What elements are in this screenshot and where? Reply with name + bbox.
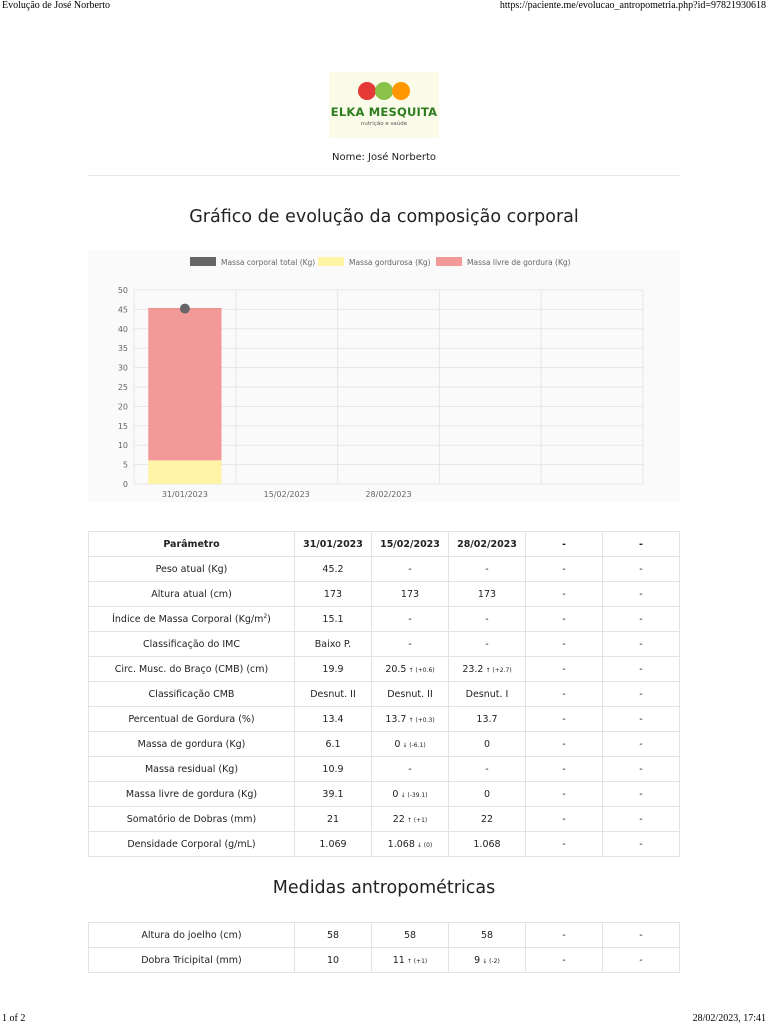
print-header-url: https://paciente.me/evolucao_antropometria.php?id=97821930618 (499, 0, 766, 11)
evolution-table (88, 531, 680, 857)
cell-value: 6.1 (325, 738, 341, 750)
table-cell (526, 582, 603, 607)
y-tick-label: 45 (117, 305, 128, 315)
measures-title: Medidas antropométricas (272, 878, 496, 898)
table-cell (449, 582, 526, 607)
cell-value: - (639, 788, 643, 800)
table-cell (372, 632, 449, 657)
table-cell (603, 732, 680, 757)
table-cell (449, 782, 526, 807)
chart-title: Gráfico de evolução da composição corporal (189, 207, 579, 227)
row-label-text: Massa residual (Kg) (144, 763, 239, 775)
table-cell (603, 632, 680, 657)
table-cell (372, 682, 449, 707)
row-label-text: Densidade Corporal (g/mL) (127, 838, 256, 850)
cell-value: - (562, 838, 566, 850)
table-cell (372, 707, 449, 732)
cell-value: 10.9 (322, 763, 344, 775)
row-label-text: Altura atual (cm) (151, 588, 232, 600)
table-cell (372, 732, 449, 757)
row-label (89, 757, 295, 782)
table-cell (295, 607, 372, 632)
y-tick-label: 35 (117, 344, 128, 354)
cell-value: - (639, 713, 643, 725)
header-divider (88, 175, 680, 176)
table-cell (449, 607, 526, 632)
row-label-text: Classificação do IMC (142, 638, 241, 650)
row-label (89, 807, 295, 832)
row-label-text: Massa livre de gordura (Kg) (125, 788, 258, 800)
table-cell (603, 757, 680, 782)
cell-value: - (639, 563, 643, 575)
legend-swatch (436, 257, 462, 266)
table-cell (603, 657, 680, 682)
y-tick-label: 10 (117, 441, 128, 451)
row-label (89, 707, 295, 732)
cell-value: 1.068 (387, 838, 415, 850)
print-header-title: Evolução de José Norberto (2, 0, 111, 11)
table-cell (603, 923, 680, 948)
table-header-cell: - (526, 532, 603, 557)
cell-value: - (639, 738, 643, 750)
y-tick-label: 30 (117, 363, 128, 373)
row-label (89, 782, 295, 807)
cell-value: - (639, 613, 643, 625)
table-cell (603, 682, 680, 707)
row-label (89, 732, 295, 757)
cell-value: - (639, 838, 643, 850)
cell-value: - (485, 613, 489, 625)
cell-value: - (562, 663, 566, 675)
chart-svg (88, 250, 680, 502)
table-cell (295, 632, 372, 657)
x-tick-label: 15/02/2023 (263, 490, 310, 499)
table-header-cell: Parâmetro (89, 532, 295, 557)
table-cell (295, 923, 372, 948)
cell-value: 0 (392, 788, 399, 800)
table-cell (295, 682, 372, 707)
cell-value: 0 (394, 738, 401, 750)
cell-value: 11 (392, 954, 405, 966)
y-tick-label: 50 (117, 286, 128, 295)
cell-value: 15.1 (322, 613, 344, 625)
row-label-text: Massa de gordura (Kg) (137, 738, 246, 750)
cell-delta: ↑ (+2.7) (485, 666, 512, 674)
cell-value: - (639, 954, 643, 966)
table-cell (295, 732, 372, 757)
table-cell (449, 807, 526, 832)
row-label-text: Somatório de Dobras (mm) (126, 813, 257, 825)
table-cell (603, 607, 680, 632)
cell-value: 19.9 (322, 663, 344, 675)
table-header-cell: 15/02/2023 (372, 532, 449, 557)
cell-value: Baixo P. (314, 638, 352, 650)
cell-value: 0 (483, 738, 491, 750)
table-cell (526, 632, 603, 657)
table-cell (295, 782, 372, 807)
cell-value: - (562, 954, 566, 966)
legend-swatch (190, 257, 216, 266)
table-cell (295, 707, 372, 732)
cell-value: - (639, 638, 643, 650)
cell-value: 0 (483, 788, 491, 800)
table-row (89, 832, 680, 857)
table-row (89, 782, 680, 807)
cell-value: 13.7 (385, 713, 407, 725)
table-row (89, 607, 680, 632)
x-tick-label: 28/02/2023 (365, 490, 412, 499)
row-label (89, 557, 295, 582)
cell-value: 22 (480, 813, 494, 825)
x-tick-label: 31/01/2023 (161, 490, 208, 499)
table-cell (449, 923, 526, 948)
table-cell (603, 948, 680, 973)
logo-tagline: nutrição e saúde (360, 121, 408, 127)
table-cell (526, 707, 603, 732)
row-label (89, 948, 295, 973)
table-row (89, 923, 680, 948)
cell-value: - (639, 813, 643, 825)
row-label-text: Dobra Tricipital (mm) (141, 954, 242, 966)
cell-value: - (485, 763, 489, 775)
cell-value: 22 (392, 813, 405, 825)
cell-value: Desnut. I (465, 688, 509, 700)
cell-delta: ↑ (+0.3) (408, 716, 435, 724)
cell-value: 13.7 (476, 713, 498, 725)
table-cell (526, 557, 603, 582)
table-cell (295, 807, 372, 832)
cell-value: 45.2 (322, 563, 344, 575)
cell-value: - (485, 638, 489, 650)
table-cell (372, 657, 449, 682)
legend-label: Massa corporal total (Kg) (221, 258, 316, 267)
table-cell (526, 607, 603, 632)
table-row (89, 582, 680, 607)
cell-value: 10 (326, 954, 340, 966)
cell-value: - (562, 588, 566, 600)
cell-value: 58 (403, 929, 417, 941)
table-cell (372, 582, 449, 607)
cell-value: - (562, 713, 566, 725)
table-cell (603, 807, 680, 832)
table-cell (526, 782, 603, 807)
table-cell (449, 732, 526, 757)
logo-circles-icon (357, 80, 411, 102)
cell-value: 173 (400, 588, 420, 600)
table-cell (526, 657, 603, 682)
table-header-cell: - (603, 532, 680, 557)
table-cell (372, 607, 449, 632)
y-tick-label: 15 (117, 421, 128, 431)
cell-value: - (639, 929, 643, 941)
brand-logo (329, 72, 439, 138)
cell-value: - (639, 588, 643, 600)
cell-value: - (408, 763, 412, 775)
table-cell (449, 757, 526, 782)
table-cell (603, 557, 680, 582)
cell-value: - (639, 663, 643, 675)
table-cell (526, 757, 603, 782)
cell-delta: ↑ (+0.6) (408, 666, 435, 674)
table-cell (372, 757, 449, 782)
table-cell (449, 632, 526, 657)
table-cell (295, 582, 372, 607)
cell-value: 58 (326, 929, 340, 941)
row-label (89, 582, 295, 607)
row-label-text: Classificação CMB (148, 688, 235, 700)
logo-brand-text: ELKA MESQUITA (330, 105, 438, 119)
table-row (89, 657, 680, 682)
table-cell (603, 832, 680, 857)
cell-value: Desnut. II (387, 688, 433, 700)
cell-value: 20.5 (385, 663, 407, 675)
patient-name: Nome: José Norberto (331, 152, 436, 163)
cell-value: Desnut. II (310, 688, 356, 700)
table-cell (449, 948, 526, 973)
row-label (89, 632, 295, 657)
table-cell (372, 807, 449, 832)
y-tick-label: 5 (122, 460, 128, 470)
print-header (0, 0, 768, 11)
row-label-text: Índice de Massa Corporal (Kg/m (112, 614, 264, 626)
table-cell (603, 707, 680, 732)
cell-value: - (562, 763, 566, 775)
cell-value: - (408, 638, 412, 650)
y-tick-label: 20 (117, 402, 128, 412)
table-row (89, 707, 680, 732)
cell-value: - (562, 813, 566, 825)
row-label-sup: 2 (263, 612, 268, 620)
table-cell (526, 923, 603, 948)
table-row (89, 632, 680, 657)
composition-chart (88, 250, 680, 502)
cell-value: - (562, 688, 566, 700)
y-tick-label: 0 (122, 480, 128, 489)
table-cell (603, 582, 680, 607)
row-label (89, 682, 295, 707)
table-row (89, 948, 680, 973)
cell-delta: ↓ (0) (416, 841, 433, 849)
table-cell (295, 832, 372, 857)
table-header-cell: 28/02/2023 (449, 532, 526, 557)
row-label (89, 832, 295, 857)
y-tick-label: 40 (117, 324, 128, 334)
row-label-text: Circ. Musc. do Braço (CMB) (cm) (114, 663, 269, 675)
table-cell (526, 682, 603, 707)
bar-fat-mass (148, 460, 221, 484)
table-cell (295, 757, 372, 782)
legend-label: Massa livre de gordura (Kg) (467, 258, 571, 267)
cell-value: - (562, 613, 566, 625)
table-cell (372, 557, 449, 582)
cell-value: 23.2 (462, 663, 484, 675)
table-row (89, 682, 680, 707)
row-label (89, 657, 295, 682)
y-tick-label: 25 (117, 383, 128, 392)
cell-value: 9 (474, 954, 481, 966)
bar-lean-mass (148, 309, 221, 461)
point-total-mass (180, 304, 190, 314)
table-cell (526, 732, 603, 757)
cell-delta: ↓ (-6.1) (402, 741, 426, 749)
cell-value: - (562, 929, 566, 941)
cell-value: - (408, 563, 412, 575)
table-cell (372, 782, 449, 807)
cell-delta: ↑ (+1) (406, 816, 428, 824)
cell-value: 173 (323, 588, 343, 600)
legend-swatch (318, 257, 344, 266)
cell-value: 173 (477, 588, 497, 600)
cell-value: 58 (480, 929, 494, 941)
row-label-text: Altura do joelho (cm) (141, 929, 242, 941)
cell-value: - (639, 688, 643, 700)
table-cell (372, 832, 449, 857)
cell-value: - (562, 638, 566, 650)
table-cell (526, 832, 603, 857)
table-header-row (89, 532, 680, 557)
row-label (89, 607, 295, 632)
table-cell (449, 657, 526, 682)
table-cell (526, 948, 603, 973)
print-footer-datetime: 28/02/2023, 17:41 (692, 1013, 766, 1024)
table-cell (372, 923, 449, 948)
table-row (89, 557, 680, 582)
table-row (89, 757, 680, 782)
row-label-end: ) (267, 614, 271, 626)
table-cell (295, 948, 372, 973)
cell-value: - (408, 613, 412, 625)
cell-value: - (485, 563, 489, 575)
cell-value: 1.068 (473, 838, 501, 850)
row-label (89, 923, 295, 948)
table-row (89, 732, 680, 757)
cell-delta: ↓ (-39.1) (400, 791, 428, 799)
table-cell (295, 557, 372, 582)
cell-value: 13.4 (322, 713, 344, 725)
print-footer-page: 1 of 2 (2, 1013, 26, 1024)
table-cell (449, 557, 526, 582)
measures-table (88, 922, 680, 973)
cell-delta: ↓ (-2) (482, 957, 500, 965)
cell-value: - (562, 788, 566, 800)
print-footer (0, 1013, 768, 1024)
cell-value: - (562, 738, 566, 750)
table-cell (449, 832, 526, 857)
cell-value: 21 (326, 813, 340, 825)
table-cell (603, 782, 680, 807)
cell-delta: ↑ (+1) (406, 957, 428, 965)
table-row (89, 807, 680, 832)
table-cell (449, 707, 526, 732)
table-cell (526, 807, 603, 832)
row-label-text: Peso atual (Kg) (155, 563, 228, 575)
table-header-cell: 31/01/2023 (295, 532, 372, 557)
cell-value: - (639, 763, 643, 775)
table-cell (295, 657, 372, 682)
cell-value: 1.069 (319, 838, 347, 850)
cell-value: 39.1 (322, 788, 344, 800)
legend-label: Massa gordurosa (Kg) (349, 258, 431, 267)
table-cell (449, 682, 526, 707)
cell-value: - (562, 563, 566, 575)
table-cell (372, 948, 449, 973)
row-label-text: Percentual de Gordura (%) (128, 713, 255, 725)
